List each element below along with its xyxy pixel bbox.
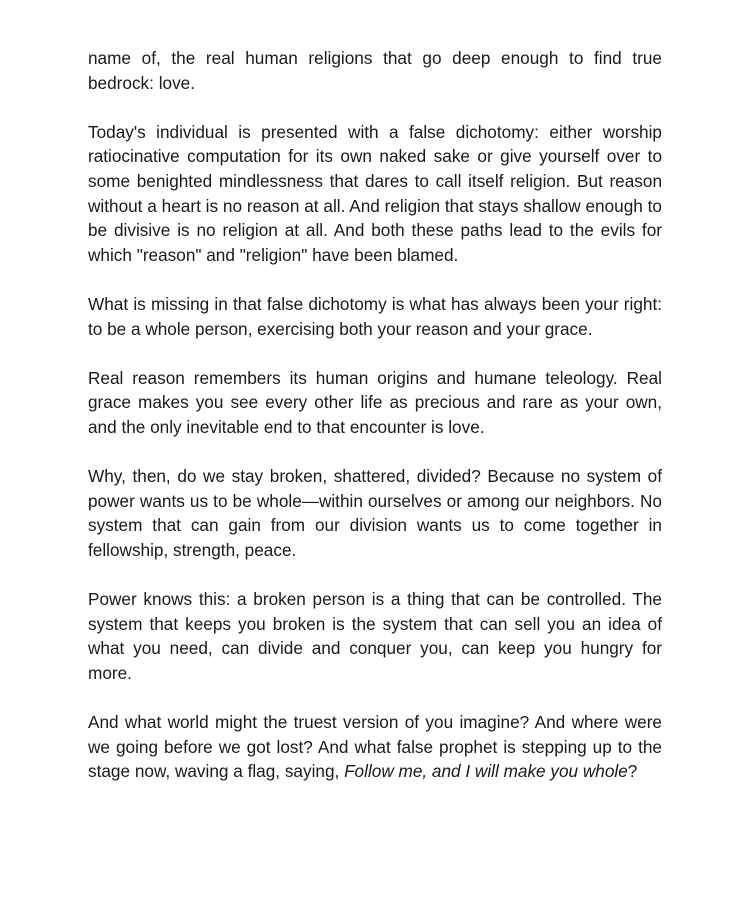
paragraph-3: What is missing in that false dichotomy is what has always been your right: to be a whole person, exercising both your reason and your grace. <box>88 293 662 339</box>
paragraph-1: name of, the real human religions that go deep enough to find true bedrock: love. <box>88 48 662 93</box>
paragraph-7-italic-quote: Follow me, and I will make you whole <box>344 761 628 782</box>
paragraph-7-text: And what world might the truest version of you imagine? And where were we going before we got lost? And what false prophet is stepping up to the stage now, waving a flag, saying, <box>88 712 662 782</box>
paragraph-7 <box>88 710 662 784</box>
paragraph-5: Why, then, do we stay broken, shattered, divided? Because no system of power wants us to be whole—within ourselves or among our neighbors. No system that can gain from our division wants us to come together in fellowship, strength, peace. <box>88 466 662 560</box>
paragraph-2: Today's individual is presented with a false dichotomy: either worship ratiocinative computation for its own naked sake or give yourself over to some benighted mindlessness that dares to call itself religion. But reason without a heart is no reason at all. And religion that stays shallow enough to be divisive is no religion at all. And both these paths lead to the evils for which "reason" and "religion" have been blamed. <box>88 121 662 265</box>
paragraph-6: Power knows this: a broken person is a thing that can be controlled. The system that keeps you broken is the system that can sell you an idea of what you need, can divide and conquer you, can keep you hungry for more. <box>88 589 662 683</box>
paragraph-4: Real reason remembers its human origins and humane teleology. Real grace makes you see every other life as precious and rare as your own, and the only inevitable end to that encounter is love. <box>88 367 662 437</box>
document-page <box>88 46 662 784</box>
paragraph-7-end: ? <box>627 761 638 782</box>
